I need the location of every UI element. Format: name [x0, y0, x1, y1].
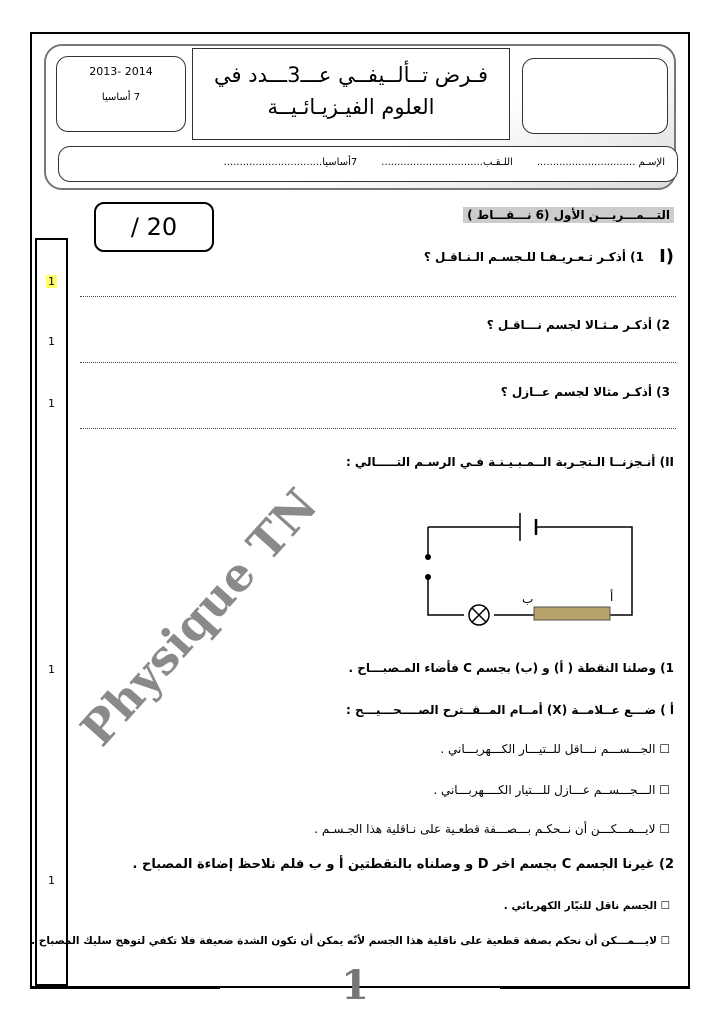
part-1-marker: I) [659, 246, 674, 267]
school-year: 2013- 2014 [89, 65, 153, 78]
question-3: 3) أذكـر مثالا لجسم عــازل ؟ [500, 385, 670, 399]
circuit-diagram [400, 505, 640, 630]
part-2-question-2: 2) غيرنا الجسم C بجسم اخر D و وصلناه بالنقطتين أ و ب فلم نلاحظ إضاءة المصباح . [132, 857, 674, 872]
score: 1 [48, 663, 55, 676]
footer-line-right [500, 986, 690, 989]
answer-line[interactable] [80, 428, 676, 429]
level: 7 أساسيا [101, 92, 141, 103]
switch-terminal [425, 574, 431, 580]
option[interactable]: ☐ الجسم ناقل للتيّار الكهربائي . [503, 900, 670, 912]
class-field[interactable]: 7أساسيا............................... [223, 157, 358, 168]
label-b: ب [522, 592, 534, 606]
student-info [58, 146, 678, 182]
part-2-question-1: 1) وصلنا النقطة ( أ) و (ب) بجسم C فأضاء المـصبـــاح . [348, 661, 674, 675]
part-2-instruction: أ ) ضـــع عــلامــة (X) أمــام المــقــترح الصــــحـــيـــح : [346, 703, 674, 717]
watermark: Physique TN [70, 478, 328, 757]
title-line-1: فـرض تــألــيفــي عـــ3ـــدد في [214, 63, 488, 87]
part-2-intro: II) أنـجزنــا الـتجـربة الــمـبـيـنـة فـي الرسـم التـــــالي : [345, 455, 674, 469]
score: 1 [48, 335, 55, 348]
question-2: 2) أذكـر مـثـالا لجسم نـــاقـل ؟ [486, 318, 670, 332]
question-1: 1) أذكـر تـعـريـفـا للـجسـم الـنـاقـل ؟ [423, 250, 644, 264]
switch-terminal [425, 554, 431, 560]
option[interactable]: ☐ الـــجـــســم عـــازل للـــتيار الكــــهربـــاني . [433, 783, 670, 797]
year-box [56, 56, 186, 132]
exercise-title: التـــمـــريـــن الأول (6 نـــقـــاط ) [463, 207, 674, 223]
answer-line[interactable] [80, 296, 676, 297]
name-field[interactable]: الإسـم ............................... [536, 157, 665, 168]
option[interactable]: ☐ الجـــســـم نـــاقل للــتيـــار الكـــهربـــاني . [440, 742, 670, 756]
exam-title [192, 48, 510, 140]
option[interactable]: ☐ لايـــمـــكـــن أن نــحكـم بـــصـــفة قطعـية على نـاقلية هذا الجـسـم . [314, 822, 670, 836]
score: 1 [48, 275, 55, 288]
option[interactable]: ☐ لايـــمـــكن أن نحكم بصفة قطعية على ناقلية هذا الجسم لأنّه يمكن أن تكون الشدة ضعيفة فلا تكفي لتوهج سليك المصباح . [31, 935, 670, 947]
score: 1 [48, 397, 55, 410]
body-c [534, 607, 610, 620]
stamp-box [522, 58, 668, 134]
surname-field[interactable]: اللـقـب................................ [381, 157, 513, 168]
score: 1 [48, 874, 55, 887]
grade-box: / 20 [94, 202, 214, 252]
answer-line[interactable] [80, 362, 676, 363]
footer-line-left [30, 986, 220, 989]
title-line-2: العلوم الفيـزيـائـيــة [267, 95, 435, 119]
page-number: 1 [341, 962, 369, 1009]
label-a: أ [610, 590, 614, 604]
